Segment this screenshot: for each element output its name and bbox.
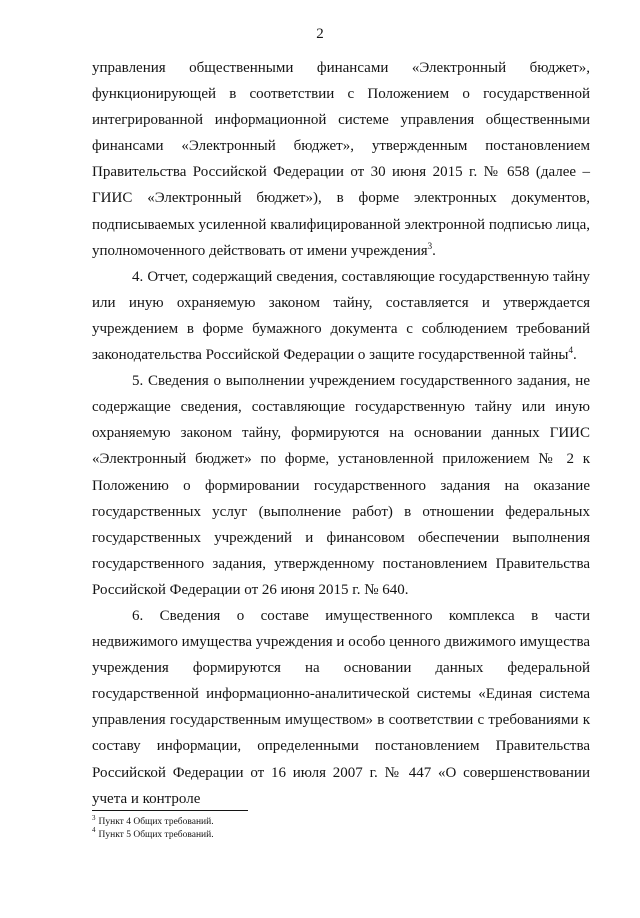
page-number: 2 bbox=[316, 26, 324, 42]
footnote bbox=[92, 813, 590, 829]
footnote-ref: 4 bbox=[568, 345, 573, 356]
footnote-number: 3 bbox=[92, 813, 96, 822]
footnote bbox=[92, 826, 590, 842]
footnotes bbox=[92, 813, 590, 841]
paragraph-text: управления общественными финансами «Электронный бюджет», функционирующей в соответствии с Положением о государственной интегрированной информационной системе управления общественными финансами «Электронный бюджет», утвержденным постановлением Правительства Российской Федерации от 30 июня 2015 г. № 658 (далее – ГИИС «Электронный бюджет»), в форме электронных документов, подписываемых усиленной квалифицированной электронной подписью лица, уполномоченного действовать от имени учреждения bbox=[92, 60, 591, 259]
paragraph-text: 4. Отчет, содержащий сведения, составляющие государственную тайну или иную охраняемую законом тайну, составляется и утверждается учреждением в форме бумажного документа с соблюдением требований законодательства Российской Федерации о защите государственной тайны bbox=[92, 268, 590, 364]
paragraph-item-5: 5. Сведения о выполнении учреждением государственного задания, не содержащие сведения, составляющие государственную тайну или иную охраняемую законом тайну, формируются на основании данных ГИИС «Электронный бюджет» по форме, установленной приложением № 2 к Положению о формировании государственного задания на оказание государственных услуг (выполнение работ) в отношении федеральных государственных учреждений и финансовом обеспечении выполнения государственного задания, утвержденному постановлением Правительства Российской Федерации от 26 июня 2015 г. № 640. bbox=[92, 373, 590, 598]
footnote-ref: 3 bbox=[427, 240, 433, 251]
paragraph-item-4: 4. Отчет, содержащий сведения, составляющие государственную тайну или иную охраняемую законом тайну, составляется и утверждается учреждением в форме бумажного документа с соблюдением требований законодательства Российской Федерации о защите государственной тайны$^4$. bbox=[92, 268, 590, 364]
footnote-text: Пункт 4 Общих требований. bbox=[98, 817, 214, 827]
footnote-divider bbox=[92, 810, 248, 811]
document-body bbox=[92, 55, 590, 812]
footnote-text: Пункт 5 Общих требований. bbox=[98, 829, 214, 840]
paragraph-continuation: управления общественными финансами «Электронный бюджет», функционирующей в соответствии с Положением о государственной интегрированной информационной системе управления общественными финансами «Электронный бюджет», утвержденным постановлением Правительства Российской Федерации от 30 июня 2015 г. № 658 (далее – ГИИС «Электронный бюджет»), в форме электронных документов, подписываемых усиленной квалифицированной электронной подписью лица, уполномоченного действовать от имени учреждения$^3$. bbox=[92, 60, 591, 259]
footnote-number: 4 bbox=[92, 826, 96, 835]
paragraph-item-6: 6. Сведения о составе имущественного комплекса в части недвижимого имущества учреждения и особо ценного движимого имущества учреждения формируются на основании данных федеральной государственной информационно-аналитической системы «Единая система управления государственным имуществом» в соответствии с требованиями к составу информации, определенными постановлением Правительства Российской Федерации от 16 июля 2007 г. № 447 «О совершенствовании учета и контроле bbox=[92, 607, 590, 807]
